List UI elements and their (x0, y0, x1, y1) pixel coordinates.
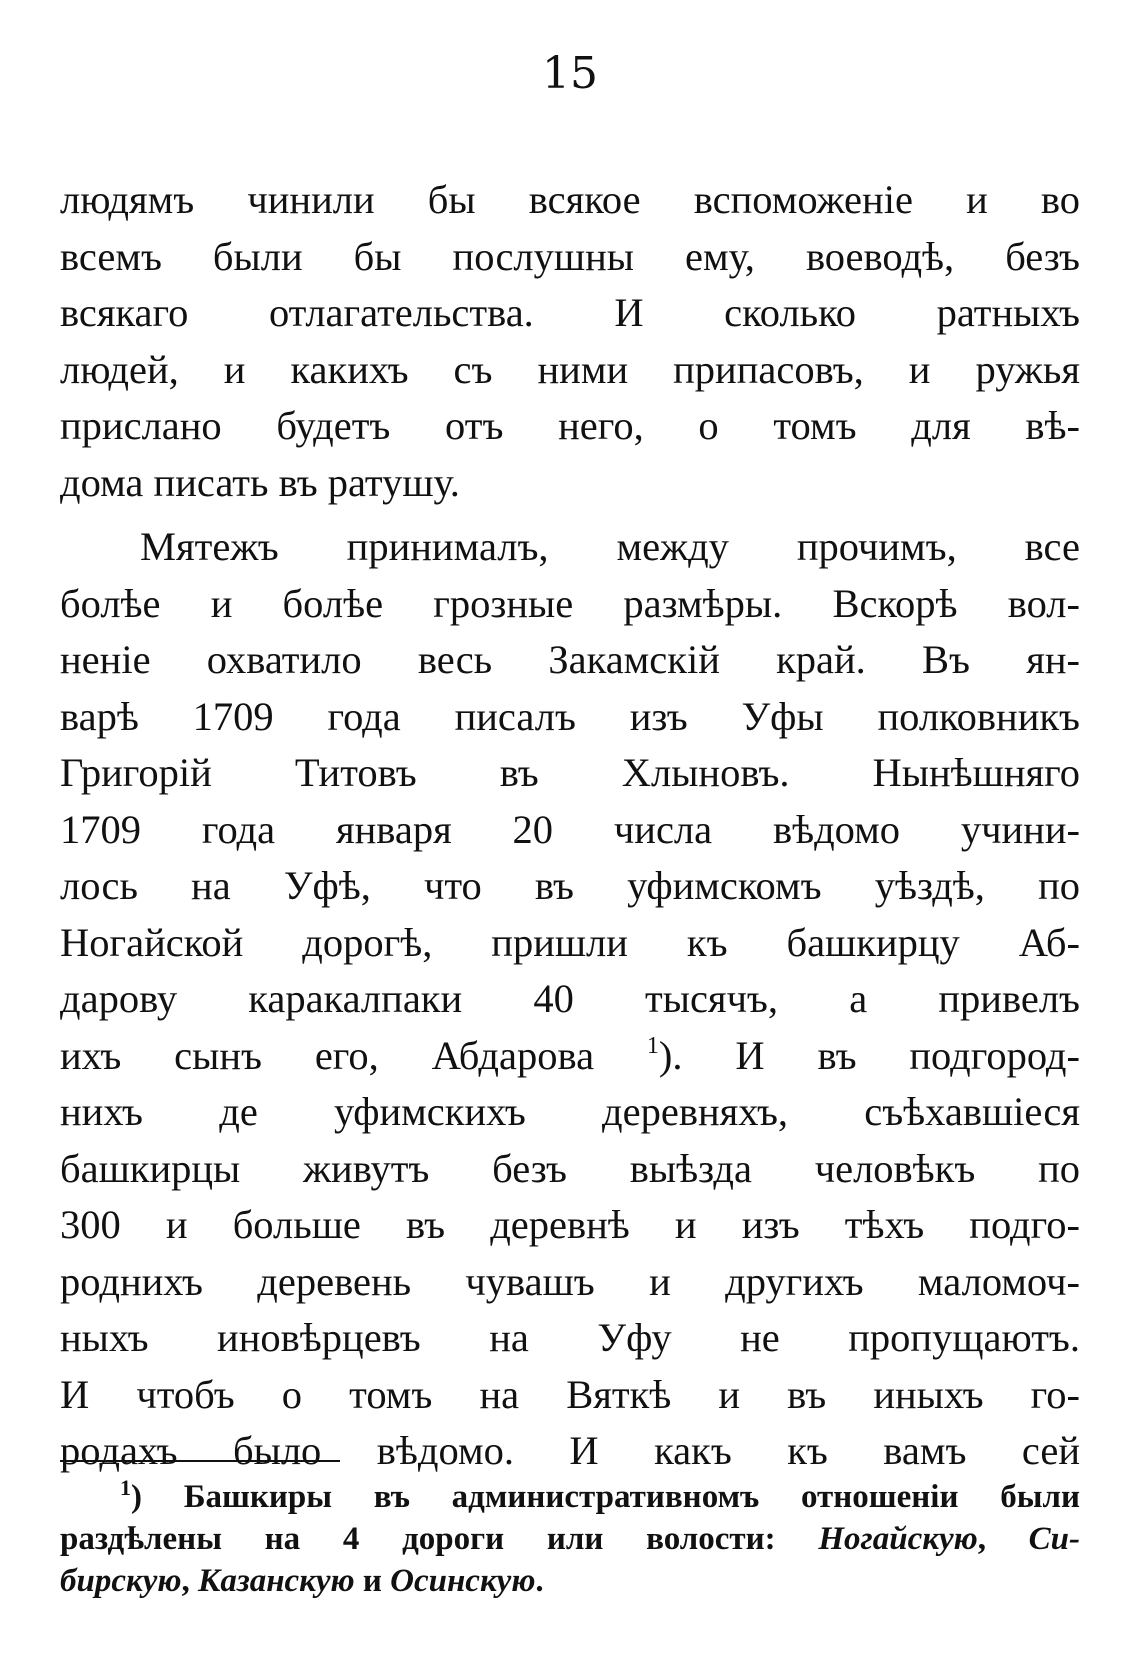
page-number: 15 (542, 48, 598, 99)
text-line: людямъ чинили бы всякое вспоможеніе и во (60, 177, 1080, 222)
text-line: Мятежъ принималъ, между прочимъ, все (140, 524, 1080, 569)
text-line: Григорій Титовъ въ Хлыновъ. Нынѣшняго (60, 750, 1080, 795)
footnote-divider (60, 1460, 340, 1462)
footnote-text: , (181, 1563, 198, 1599)
footnote-text: раздѣлены на 4 дороги или волости: (60, 1521, 819, 1557)
text-line: Ногайской дорогѣ, пришли къ башкирцу Аб- (60, 919, 1080, 965)
text-line: нихъ де уфимскихъ деревняхъ, съѣхавшіеся (60, 1089, 1080, 1134)
footnote-marker: 1 (120, 1475, 131, 1500)
footnote-line (60, 1476, 1080, 1518)
text-segment: ихъ сынъ его, Абдарова (60, 1032, 647, 1078)
text-line: роднихъ деревень чувашъ и другихъ маломоч- (60, 1258, 1080, 1304)
footnote-italic: бирскую (60, 1563, 182, 1599)
footnote-reference: 1 (646, 1032, 659, 1059)
footnote-italic: Си- (1028, 1521, 1081, 1557)
text-line: лось на Уфѣ, что въ уфимскомъ уѣздѣ, по (60, 863, 1080, 908)
text-line: прислано будетъ отъ него, о томъ для вѣ- (60, 403, 1080, 448)
text-line: всякаго отлагательства. И сколько ратныхъ (60, 290, 1080, 335)
text-line: родахъ было вѣдомо. И какъ къ вамъ сей (60, 1428, 1080, 1473)
footnote-text: ) Башкиры въ административномъ отношеніи были (131, 1479, 1080, 1515)
footnote-italic: Осинскую (390, 1563, 536, 1599)
text-line: всемъ были бы послушны ему, воеводѣ, безъ (60, 233, 1080, 279)
footnote-text: и (354, 1563, 391, 1599)
paragraph-1 (60, 172, 1080, 511)
text-line: 1709 года января 20 числа вѣдомо учини- (60, 806, 1080, 852)
footnote (60, 1476, 1080, 1602)
footnote-italic: Казанскую (197, 1563, 355, 1599)
main-text (60, 172, 1080, 1480)
text-line: И чтобъ о томъ на Вяткѣ и въ иныхъ го- (60, 1371, 1080, 1417)
footnote-text: . (535, 1563, 544, 1599)
text-line: варѣ 1709 года писалъ изъ Уфы полковникъ (60, 693, 1080, 739)
footnote-text: , (977, 1521, 1029, 1557)
text-line: башкирцы живутъ безъ выѣзда человѣкъ по (60, 1145, 1080, 1191)
paragraph-2 (60, 519, 1080, 1480)
text-line-with-footnote (60, 1028, 1080, 1085)
text-line: болѣе и болѣе грозные размѣры. Вскорѣ вол- (60, 580, 1080, 626)
text-line: 300 и больше въ деревнѣ и изъ тѣхъ подго- (60, 1202, 1080, 1247)
text-line: дарову каракалпаки 40 тысячъ, а привелъ (60, 976, 1080, 1021)
text-line: людей, и какихъ съ ними припасовъ, и ружья (60, 346, 1080, 392)
footnote-italic: Ногайскую (818, 1521, 978, 1557)
footnote-line (60, 1560, 1080, 1602)
text-line: дома писать въ ратушу. (60, 459, 460, 505)
footnote-line (60, 1518, 1080, 1560)
text-segment: ). И въ подгород- (658, 1032, 1081, 1078)
text-line: ныхъ иновѣрцевъ на Уфу не пропущаютъ. (60, 1315, 1080, 1360)
text-line: неніе охватило весь Закамскій край. Въ ян- (60, 637, 1080, 682)
